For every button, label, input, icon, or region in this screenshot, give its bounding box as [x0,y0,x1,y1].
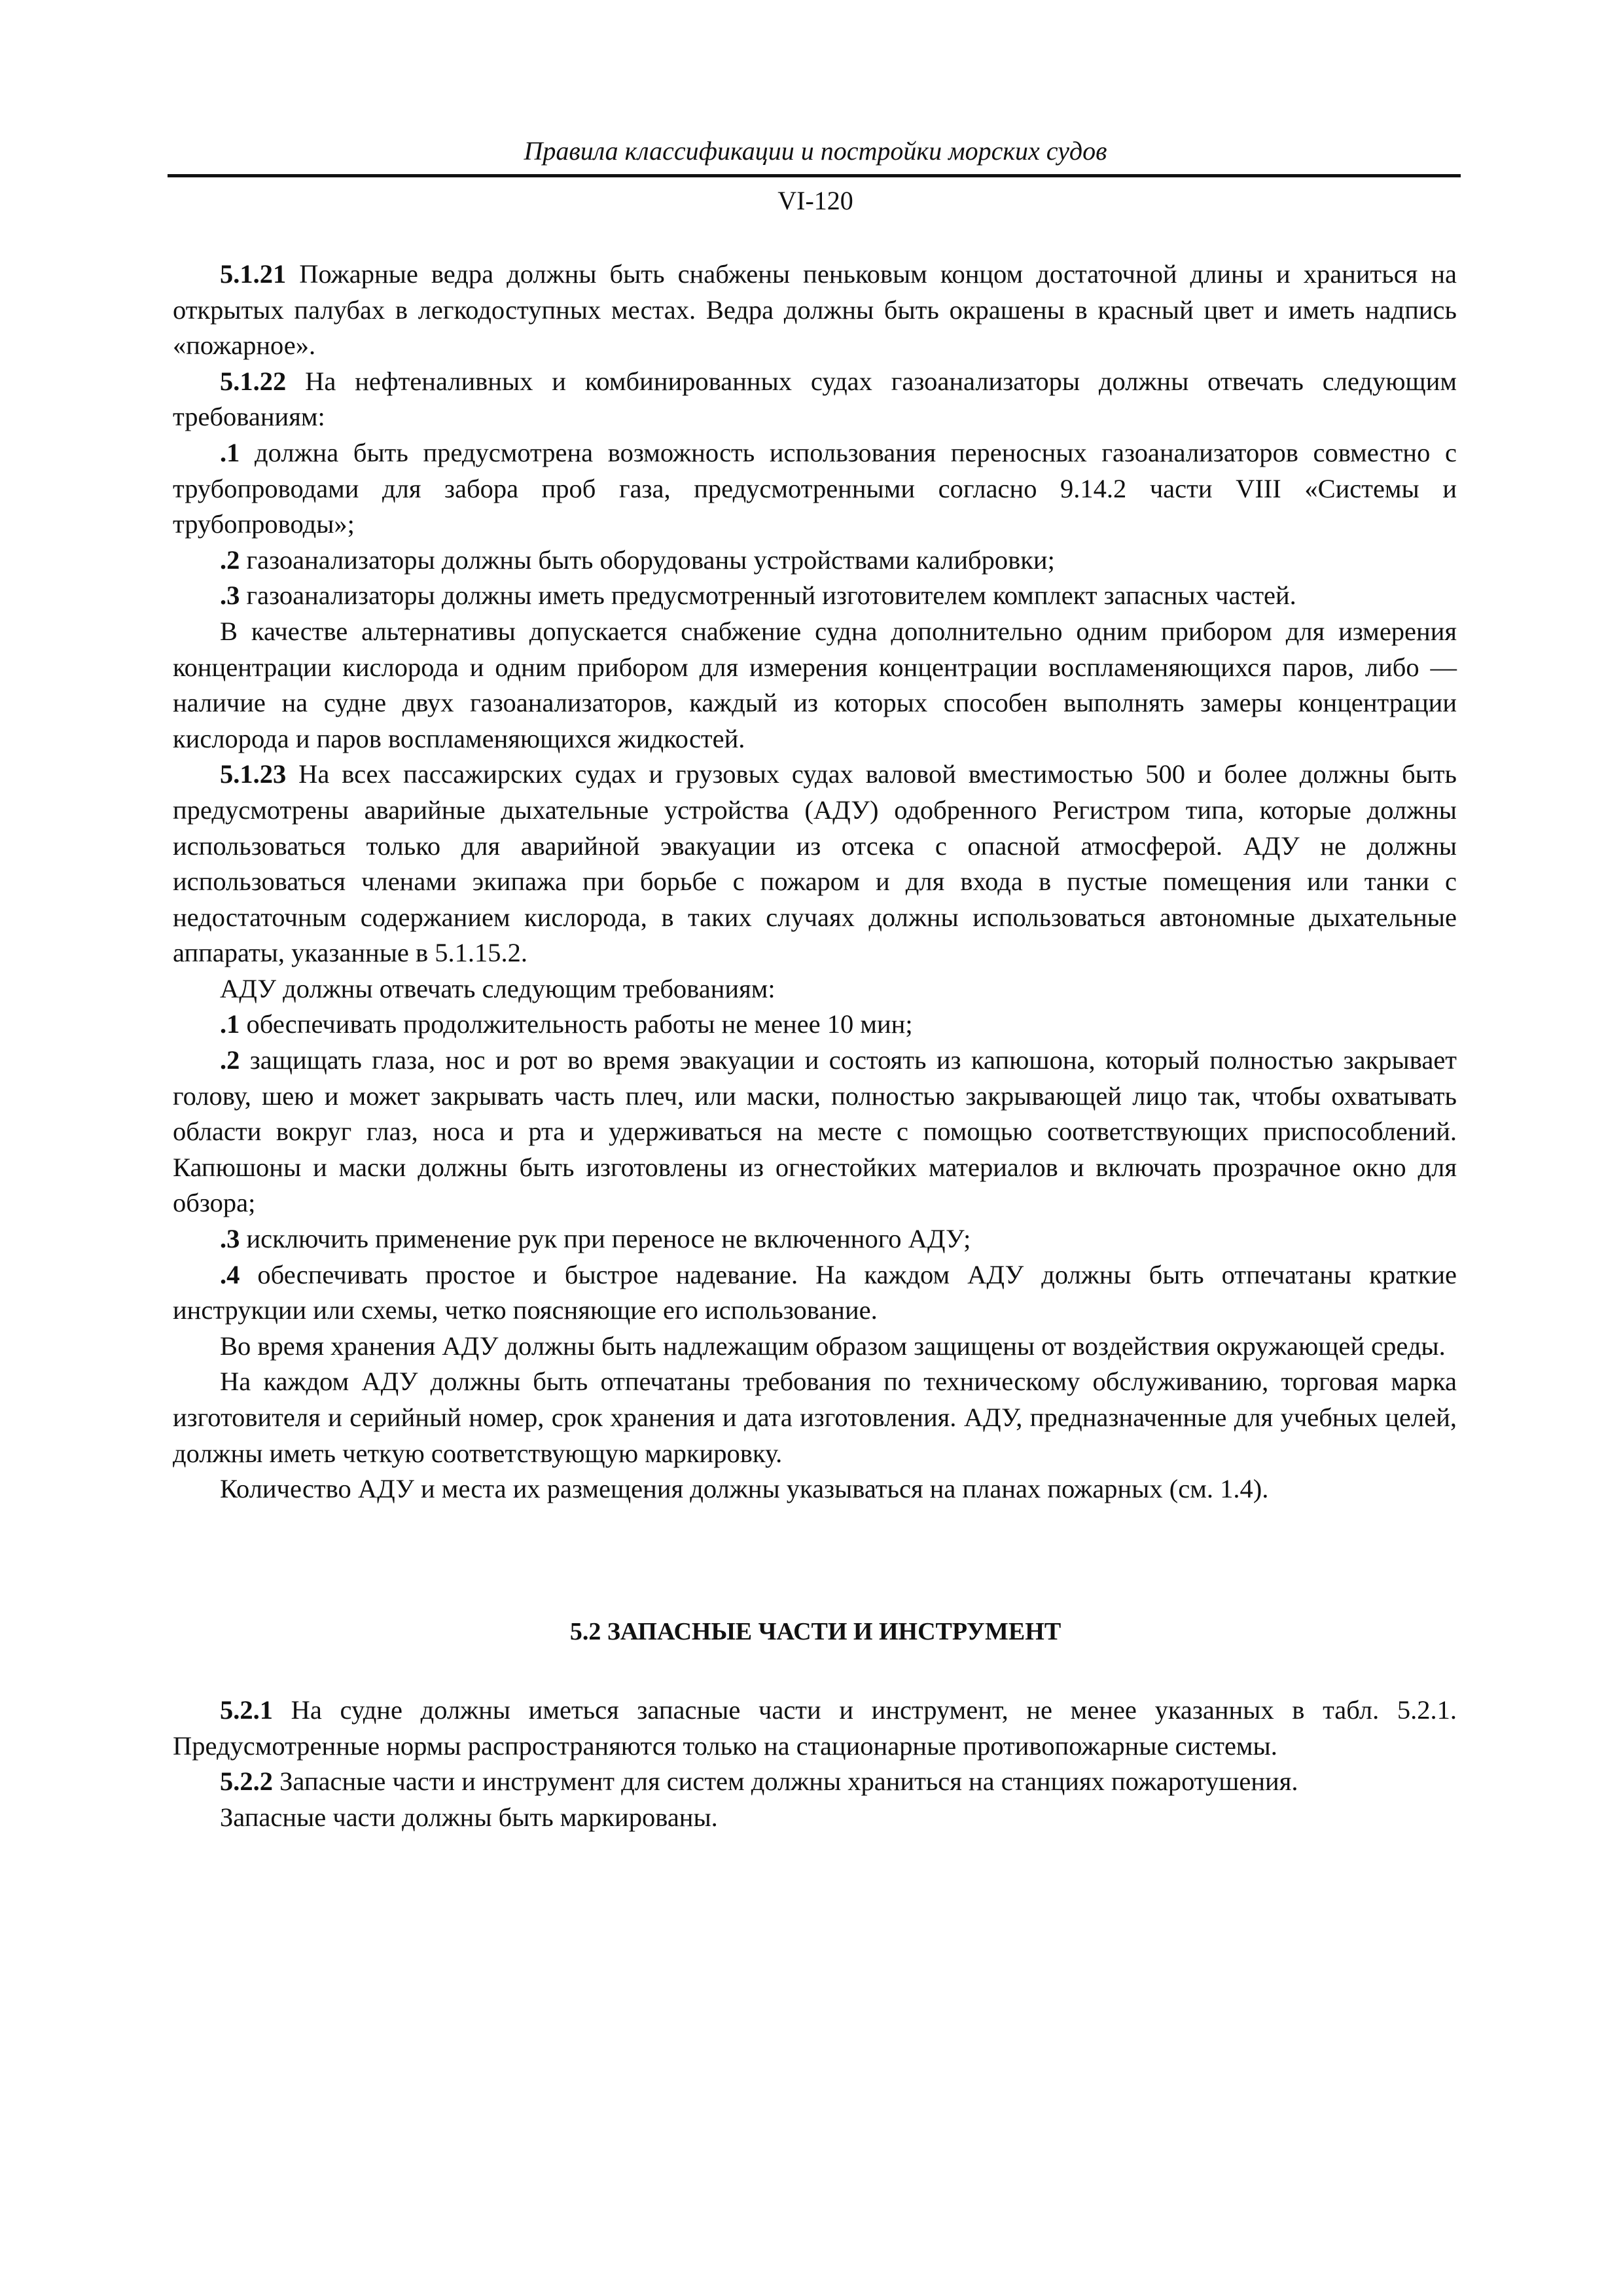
list-item-adu-3 [173,1221,1457,1257]
clause-number: 5.1.22 [220,366,287,396]
clause-number: 5.2.2 [220,1767,273,1797]
item-text: исключить применение рук при переносе не включенного АДУ; [240,1224,971,1254]
paragraph-text: Пожарные ведра должны быть снабжены пеньковым концом достаточной длины и храниться на открытых палубах в легкодоступных местах. Ведра должны быть окрашены в красный цвет и иметь надпись «пожарное». [173,259,1457,361]
clause-number: 5.1.21 [220,259,287,289]
paragraph-text: На судне должны иметься запасные части и инструмент, не менее указанных в табл. 5.2.1. Предусмотренные нормы распространяются только на стационарные противопожарные системы. [173,1695,1457,1761]
list-item-adu-2 [173,1043,1457,1221]
section-5-2-body [173,1693,1457,1835]
paragraph-quantity: Количество АДУ и места их размещения должны указываться на планах пожарных (см. 1.4). [220,1474,1269,1504]
clause-number: 5.2.1 [220,1695,273,1725]
item-text: обеспечивать продолжительность работы не менее 10 мин; [240,1009,913,1039]
item-number: .2 [220,545,240,575]
list-item-5-1-22-3 [173,578,1457,614]
list-item-adu-4 [173,1257,1457,1329]
paragraph-text: На нефтеналивных и комбинированных судах газоанализаторы должны отвечать следующим требованиям: [173,366,1457,432]
paragraph-marking: На каждом АДУ должны быть отпечатаны требования по техническому обслуживанию, торговая марка изготовителя и серийный номер, срок хранения и дата изготовления. АДУ, предназначенные для учебных целей, должны иметь четкую соответствующую маркировку. [173,1367,1457,1468]
item-number: .2 [220,1045,240,1075]
item-text: газоанализаторы должны быть оборудованы устройствами калибровки; [240,545,1055,575]
paragraph-5-1-23 [173,757,1457,971]
item-number: .3 [220,1224,240,1254]
list-item-5-1-22-1 [173,435,1457,543]
item-number: .1 [220,1009,240,1039]
item-text: должна быть предусмотрена возможность использования переносных газоанализаторов совместно с трубопроводами для забора проб газа, предусмотренными согласно 9.14.2 части VIII «Системы и трубопроводы»; [173,437,1457,539]
page-number: VI-120 [777,186,853,215]
paragraph-adu-intro: АДУ должны отвечать следующим требованиям: [220,973,776,1003]
paragraph-text: Запасные части и инструмент для систем должны храниться на станциях пожаротушения. [273,1767,1298,1797]
paragraph-marked: Запасные части должны быть маркированы. [220,1802,718,1832]
section-5-1-body [173,257,1457,1507]
item-number: .3 [220,581,240,611]
header-rule [168,174,1461,177]
list-item-adu-1 [173,1007,1457,1043]
item-number: .1 [220,437,240,467]
paragraph-alternative: В качестве альтернативы допускается снабжение судна дополнительно одним прибором для измерения концентрации кислорода и одним прибором для измерения концентрации воспламеняющихся паров, либо — наличие на судне двух газоанализаторов, каждый из которых способен выполнять замеры концентрации кислорода и паров воспламеняющихся жидкостей. [173,616,1457,753]
paragraph-storage: Во время хранения АДУ должны быть надлежащим образом защищены от воздействия окружающей среды. [220,1331,1446,1361]
paragraph-5-2-2 [173,1764,1457,1800]
section-heading-5-2: 5.2 ЗАПАСНЫЕ ЧАСТИ И ИНСТРУМЕНТ [569,1618,1061,1645]
item-text: обеспечивать простое и быстрое надевание. На каждом АДУ должны быть отпечатаны краткие инструкции или схемы, четко поясняющие его использование. [173,1259,1457,1325]
paragraph-5-1-22 [173,364,1457,435]
paragraph-text: На всех пассажирских судах и грузовых судах валовой вместимостью 500 и более должны быть предусмотрены аварийные дыхательные устройства (АДУ) одобренного Регистром типа, которые должны использоваться только для аварийной эвакуации из отсека с опасной атмосферой. АДУ не должны использоваться членами экипажа при борьбе с пожаром и для входа в пустые помещения или танки с недостаточным содержанием кислорода, в таких случаях должны использоваться автономные дыхательные аппараты, указанные в 5.1.15.2. [173,759,1457,968]
item-text: газоанализаторы должны иметь предусмотренный изготовителем комплект запасных частей. [240,581,1296,611]
clause-number: 5.1.23 [220,759,287,789]
paragraph-5-2-1 [173,1693,1457,1764]
list-item-5-1-22-2 [173,543,1457,579]
item-number: .4 [220,1259,240,1289]
item-text: защищать глаза, нос и рот во время эвакуации и состоять из капюшона, который полностью закрывает голову, шею и может закрывать часть плеч, или маски, полностью закрывающей лицо так, чтобы охватывать области вокруг глаз, носа и рта и удерживаться на месте с помощью соответствующих приспособлений. Капюшоны и маски должны быть изготовлены из огнестойких материалов и включать прозрачное окно для обзора; [173,1045,1457,1218]
paragraph-5-1-21 [173,257,1457,364]
running-title: Правила классификации и постройки морских судов [524,136,1107,166]
